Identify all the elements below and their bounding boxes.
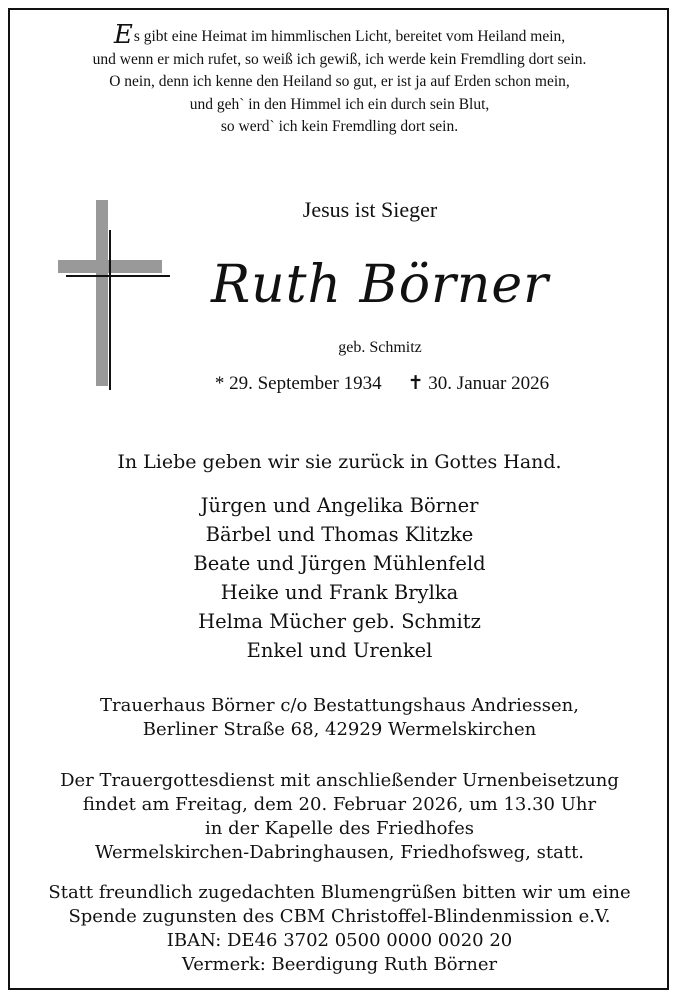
poem-initial: E xyxy=(113,20,133,50)
donation-request xyxy=(14,881,665,977)
address-line: Trauerhaus Börner c/o Bestattungshaus Andriessen, xyxy=(100,695,579,716)
family-member: Helma Mücher geb. Schmitz xyxy=(198,610,481,633)
farewell-sentence: In Liebe geben wir sie zurück in Gottes Hand. xyxy=(117,451,562,473)
donation-reference: Vermerk: Beerdigung Ruth Börner xyxy=(181,954,498,975)
death-date: ✝ 30. Januar 2026 xyxy=(407,373,550,394)
poem xyxy=(12,20,667,139)
poem-line: O nein, denn ich kenne den Heiland so gut, er ist ja auf Erden schon mein, xyxy=(109,73,570,90)
service-line: in der Kapelle des Friedhofes xyxy=(205,818,474,839)
family-member: Enkel und Urenkel xyxy=(246,639,433,662)
life-dates xyxy=(182,372,582,396)
donation-line: Spende zugunsten des CBM Christoffel-Blindenmission e.V. xyxy=(68,906,611,927)
family-member: Bärbel und Thomas Klitzke xyxy=(205,523,474,546)
family-member: Beate und Jürgen Mühlenfeld xyxy=(193,552,486,575)
service-line: Der Trauergottesdienst mit anschließender Urnenbeisetzung xyxy=(60,770,619,791)
service-line: Wermelskirchen-Dabringhausen, Friedhofsweg, statt. xyxy=(94,842,585,863)
address-line: Berliner Straße 68, 42929 Wermelskirchen xyxy=(142,719,537,740)
donation-iban: IBAN: DE46 3702 0500 0000 0020 20 xyxy=(166,930,513,951)
poem-line: und wenn er mich rufet, so weiß ich gewiß, ich werde kein Fremdling dort sein. xyxy=(92,50,587,68)
family-member: Jürgen und Angelika Börner xyxy=(200,494,479,517)
poem-line: und geh` in den Himmel ich ein durch sein Blut, xyxy=(189,95,490,113)
service-info xyxy=(14,769,665,865)
cross-icon xyxy=(58,200,170,390)
birth-date: * 29. September 1934 xyxy=(214,373,382,394)
donation-line: Statt freundlich zugedachten Blumengrüßen bitten wir um eine xyxy=(48,882,631,903)
motto-heading: Jesus ist Sieger xyxy=(302,197,438,222)
service-line: findet am Freitag, dem 20. Februar 2026, um 13.30 Uhr xyxy=(82,794,597,815)
family-list xyxy=(14,491,665,665)
poem-line: so werd` ich kein Fremdling dort sein. xyxy=(220,118,459,135)
family-member: Heike und Frank Brylka xyxy=(220,581,459,604)
poem-line: Es gibt eine Heimat im himmlischen Licht, bereitet vom Heiland mein, xyxy=(113,20,566,50)
mourning-address xyxy=(14,694,665,742)
maiden-name: geb. Schmitz xyxy=(338,339,422,356)
deceased-name: Ruth Börner xyxy=(210,255,550,315)
